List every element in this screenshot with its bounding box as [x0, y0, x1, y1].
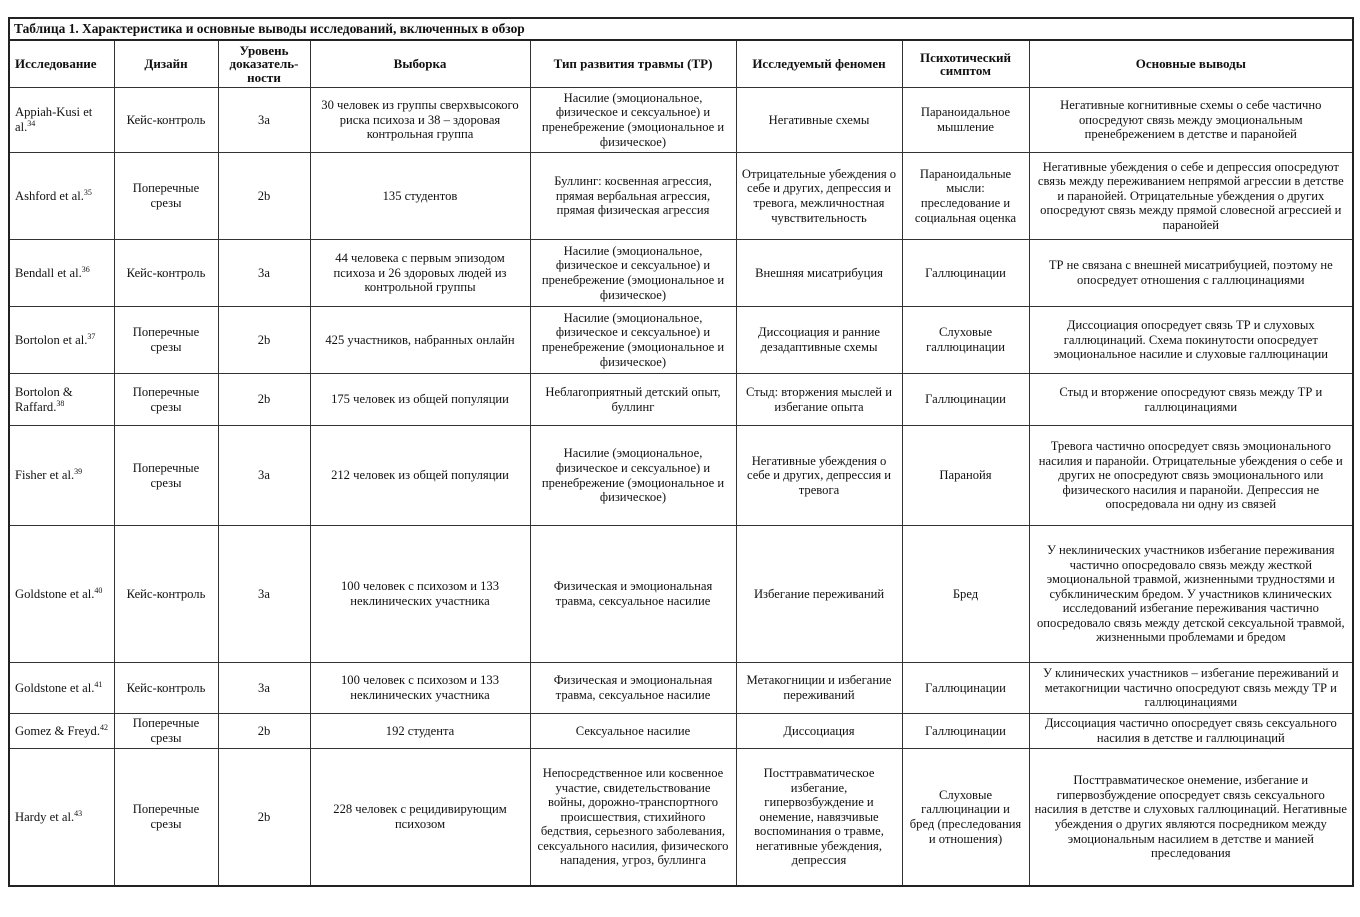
study-cell [9, 153, 114, 240]
study-cell [9, 749, 114, 887]
phenomenon-cell: Метакогниции и избегание переживаний [736, 663, 902, 714]
level-cell: 3a [218, 663, 310, 714]
col-study-header: Исследование [9, 40, 114, 88]
level-cell: 2b [218, 374, 310, 426]
trauma-type-cell: Неблагоприятный детский опыт, буллинг [530, 374, 736, 426]
level-cell: 2b [218, 153, 310, 240]
symptom-cell: Галлюцинации [902, 374, 1029, 426]
trauma-type-cell: Физическая и эмоциональная травма, сексуальное насилие [530, 663, 736, 714]
findings-cell: Стыд и вторжение опосредуют связь между ТР и галлюцинациями [1029, 374, 1353, 426]
study-cell [9, 240, 114, 307]
table-row [9, 153, 1353, 240]
symptom-cell: Параноидальные мысли: преследование и социальная оценка [902, 153, 1029, 240]
findings-cell: У неклинических участников избегание переживания частично опосредовало связь между жесткой эмоциональной травмой, жизненными трудностями и субклиническим бредом. У участников клинических исследований избегание переживания частично опосредовало связь между детской сексуальной травмой, жизненными проблемами и бредом [1029, 526, 1353, 663]
table-row [9, 88, 1353, 153]
design-cell: Поперечные срезы [114, 374, 218, 426]
study-name: Fisher et al. [15, 468, 75, 483]
findings-cell: Тревога частично опосредует связь эмоционального насилия и паранойи. Отрицательные убеждения о себе и других не опосредуют связь эмоционального или физического насилия и паранойи. Депрессия не опосредовала ни одну из связей [1029, 426, 1353, 526]
col-level-header: Уровень доказатель-ности [218, 40, 310, 88]
findings-cell: Диссоциация опосредует связь ТР и слуховых галлюцинаций. Схема покинутости опосредует эмоциональное насилие и слуховые галлюцинации [1029, 307, 1353, 374]
findings-cell: Посттравматическое онемение, избегание и гипервозбуждение опосредует связь сексуального насилия в детстве и слуховых галлюцинаций. Негативные убеждения о других являются посредником между эмоциональным насилием в детстве и манией преследования [1029, 749, 1353, 887]
symptom-cell: Паранойя [902, 426, 1029, 526]
findings-cell: Негативные когнитивные схемы о себе частично опосредуют связь между эмоциональным пренебрежением в детстве и паранойей [1029, 88, 1353, 153]
phenomenon-cell: Негативные убеждения о себе и других, депрессия и тревога [736, 426, 902, 526]
sample-cell: 212 человек из общей популяции [310, 426, 530, 526]
sample-cell: 44 человека с первым эпизодом психоза и 26 здоровых людей из контрольной группы [310, 240, 530, 307]
reference-number: 36 [81, 264, 90, 274]
col-sample-header: Выборка [310, 40, 530, 88]
design-cell: Поперечные срезы [114, 153, 218, 240]
study-cell [9, 307, 114, 374]
col-symptom-header: Психотический симптом [902, 40, 1029, 88]
level-cell: 3a [218, 88, 310, 153]
sample-cell: 135 студентов [310, 153, 530, 240]
sample-cell: 100 человек с психозом и 133 неклинических участника [310, 526, 530, 663]
reference-number: 37 [87, 331, 96, 341]
design-cell: Поперечные срезы [114, 307, 218, 374]
design-cell: Поперечные срезы [114, 749, 218, 887]
level-cell: 2b [218, 714, 310, 749]
reference-number: 41 [94, 679, 103, 689]
sample-cell: 30 человек из группы сверхвысокого риска психоза и 38 – здоровая контрольная группа [310, 88, 530, 153]
reference-number: 35 [83, 187, 92, 197]
phenomenon-cell: Посттравматическое избегание, гипервозбуждение и онемение, навязчивые воспоминания о травме, негативные убеждения, депрессия [736, 749, 902, 887]
study-name: Gomez & Freyd. [15, 723, 100, 738]
reference-number: 40 [94, 585, 103, 595]
sample-cell: 425 участников, набранных онлайн [310, 307, 530, 374]
phenomenon-cell: Внешняя мисатрибуция [736, 240, 902, 307]
study-name: Goldstone et al. [15, 586, 95, 601]
study-cell [9, 88, 114, 153]
study-name: Ashford et al. [15, 188, 84, 203]
reference-number: 42 [100, 722, 108, 732]
findings-cell: Негативные убеждения о себе и депрессия опосредуют связь между переживанием непрямой агрессии в детстве и паранойей. Отрицательные убеждения о других опосредуют связь между прямой словесной агрессией и паранойей [1029, 153, 1353, 240]
sample-cell: 192 студента [310, 714, 530, 749]
phenomenon-cell: Негативные схемы [736, 88, 902, 153]
col-trauma-header: Тип развития травмы (ТР) [530, 40, 736, 88]
findings-cell: Диссоциация частично опосредует связь сексуального насилия в детстве и галлюцинаций [1029, 714, 1353, 749]
phenomenon-cell: Стыд: вторжения мыслей и избегание опыта [736, 374, 902, 426]
level-cell: 2b [218, 307, 310, 374]
col-findings-header: Основные выводы [1029, 40, 1353, 88]
study-cell [9, 714, 114, 749]
sample-cell: 175 человек из общей популяции [310, 374, 530, 426]
phenomenon-cell: Диссоциация [736, 714, 902, 749]
col-design-header: Дизайн [114, 40, 218, 88]
level-cell: 3a [218, 526, 310, 663]
trauma-type-cell: Непосредственное или косвенное участие, свидетельствование войны, дорожно-транспортного происшествия, стихийного бедствия, серьезного заболевания, сексуального насилия, физического нападения, угроз, буллинга [530, 749, 736, 887]
design-cell: Кейс-контроль [114, 663, 218, 714]
phenomenon-cell: Диссоциация и ранние дезадаптивные схемы [736, 307, 902, 374]
phenomenon-cell: Избегание переживаний [736, 526, 902, 663]
trauma-type-cell: Насилие (эмоциональное, физическое и сексуальное) и пренебрежение (эмоциональное и физическое) [530, 426, 736, 526]
findings-cell: У клинических участников – избегание переживаний и метакогниции частично опосредуют связь между ТР и галлюцинациями [1029, 663, 1353, 714]
symptom-cell: Галлюцинации [902, 240, 1029, 307]
study-name: Goldstone et al. [15, 680, 95, 695]
study-cell [9, 426, 114, 526]
table-row [9, 426, 1353, 526]
symptom-cell: Галлюцинации [902, 714, 1029, 749]
study-cell [9, 526, 114, 663]
studies-table [8, 17, 1354, 887]
reference-number: 34 [27, 118, 36, 128]
level-cell: 3a [218, 240, 310, 307]
table-row [9, 307, 1353, 374]
study-name: Bendall et al. [15, 265, 82, 280]
trauma-type-cell: Насилие (эмоциональное, физическое и сексуальное) и пренебрежение (эмоциональное и физическое) [530, 307, 736, 374]
table-row [9, 714, 1353, 749]
table-body [9, 88, 1353, 887]
study-name: Hardy et al. [15, 809, 75, 824]
design-cell: Кейс-контроль [114, 88, 218, 153]
trauma-type-cell: Насилие (эмоциональное, физическое и сексуальное) и пренебрежение (эмоциональное и физическое) [530, 88, 736, 153]
table-row [9, 526, 1353, 663]
col-phenomenon-header: Исследуемый феномен [736, 40, 902, 88]
table-row [9, 663, 1353, 714]
design-cell: Кейс-контроль [114, 240, 218, 307]
study-cell [9, 663, 114, 714]
study-cell [9, 374, 114, 426]
symptom-cell: Галлюцинации [902, 663, 1029, 714]
trauma-type-cell: Физическая и эмоциональная травма, сексуальное насилие [530, 526, 736, 663]
level-cell: 3a [218, 426, 310, 526]
level-cell: 2b [218, 749, 310, 887]
sample-cell: 100 человек с психозом и 133 неклинических участника [310, 663, 530, 714]
design-cell: Поперечные срезы [114, 714, 218, 749]
trauma-type-cell: Буллинг: косвенная агрессия, прямая вербальная агрессия, прямая физическая агрессия [530, 153, 736, 240]
design-cell: Кейс-контроль [114, 526, 218, 663]
study-name: Bortolon & Raffard. [15, 384, 73, 414]
symptom-cell: Параноидальное мышление [902, 88, 1029, 153]
reference-number: 39 [74, 467, 83, 477]
sample-cell: 228 человек с рецидивирующим психозом [310, 749, 530, 887]
phenomenon-cell: Отрицательные убеждения о себе и других, депрессия и тревога, межличностная чувствительность [736, 153, 902, 240]
findings-cell: ТР не связана с внешней мисатрибуцией, поэтому не опосредует отношения с галлюцинациями [1029, 240, 1353, 307]
table-header-row [9, 40, 1353, 88]
symptom-cell: Слуховые галлюцинации [902, 307, 1029, 374]
reference-number: 38 [56, 398, 65, 408]
trauma-type-cell: Сексуальное насилие [530, 714, 736, 749]
study-name: Bortolon et al. [15, 332, 88, 347]
study-name: Appiah-Kusi et al. [15, 105, 93, 134]
table-row [9, 749, 1353, 887]
symptom-cell: Бред [902, 526, 1029, 663]
reference-number: 43 [74, 808, 83, 818]
table-caption: Таблица 1. Характеристика и основные выводы исследований, включенных в обзор [9, 18, 1353, 40]
table-row [9, 240, 1353, 307]
symptom-cell: Слуховые галлюцинации и бред (преследования и отношения) [902, 749, 1029, 887]
table-row [9, 374, 1353, 426]
document-page [8, 17, 1352, 887]
design-cell: Поперечные срезы [114, 426, 218, 526]
trauma-type-cell: Насилие (эмоциональное, физическое и сексуальное) и пренебрежение (эмоциональное и физическое) [530, 240, 736, 307]
